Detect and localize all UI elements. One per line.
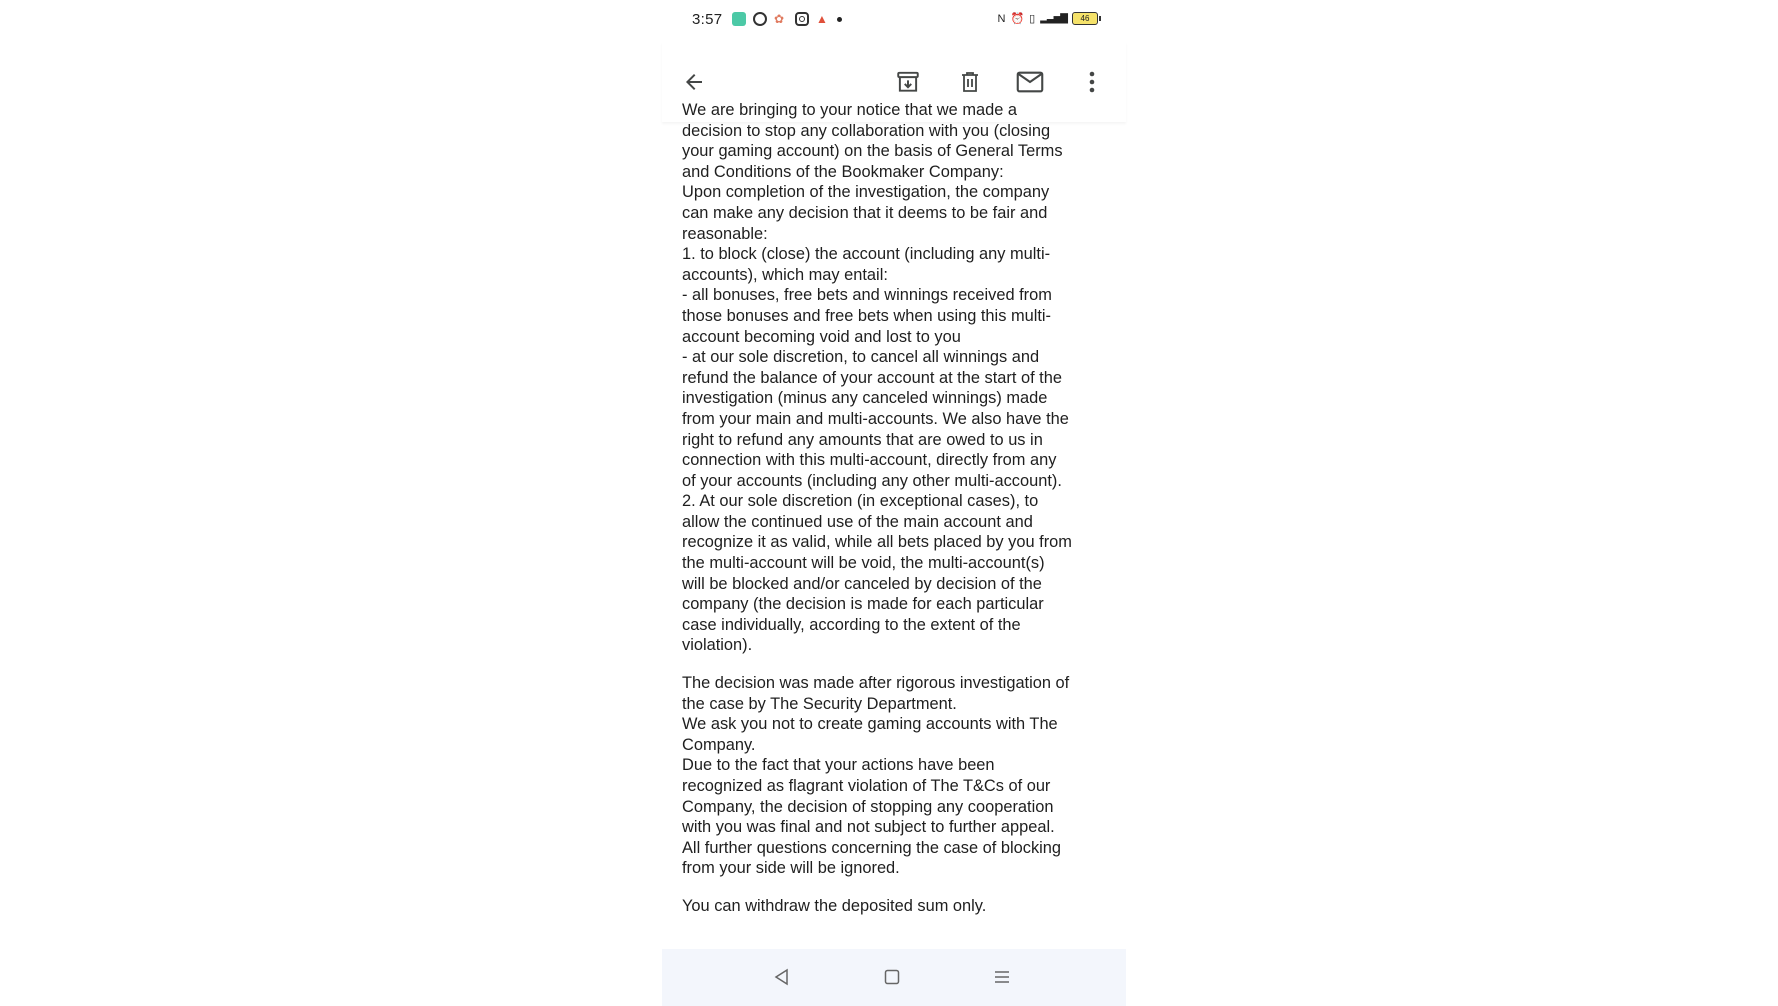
status-time: 3:57 — [692, 11, 723, 28]
app-badge-icon — [732, 12, 746, 26]
email-paragraph: The decision was made after rigorous investigation of the case by The Security Department. We ask you not to create gaming accounts with The Company. Due to the fact that your actions have been recognized as flagrant violation of The T&Cs of our Company, the decision of stopping any cooperation with you was final and not subject to further appeal. All further questions concerning the case of blocking from your side will be ignored. — [682, 674, 1070, 878]
nav-recents-button[interactable] — [988, 963, 1016, 991]
battery-icon: 46 — [1072, 12, 1098, 25]
headphones-icon — [753, 12, 767, 26]
adobe-icon: ▲ — [816, 12, 828, 26]
nav-back-button[interactable] — [768, 963, 796, 991]
mail-icon — [1016, 70, 1044, 94]
back-button[interactable] — [678, 66, 710, 98]
system-icons — [998, 12, 1098, 25]
archive-button[interactable] — [892, 66, 924, 98]
nav-recents-icon — [993, 968, 1011, 986]
phone-screen — [662, 0, 1126, 1000]
mark-unread-button[interactable] — [1014, 66, 1046, 98]
nav-home-button[interactable] — [878, 963, 906, 991]
nfc-icon: N — [997, 12, 1006, 25]
nav-back-icon — [773, 968, 791, 986]
more-options-button[interactable] — [1076, 66, 1108, 98]
nav-home-icon — [883, 968, 901, 986]
email-content — [682, 100, 1112, 917]
arrow-left-icon — [682, 70, 706, 94]
flower-icon: ✿ — [774, 12, 785, 26]
trash-icon — [958, 69, 982, 95]
notification-icons — [732, 12, 842, 26]
instagram-icon — [795, 12, 809, 26]
email-paragraph: You can withdraw the deposited sum only. — [682, 896, 987, 915]
more-vertical-icon — [1088, 70, 1096, 94]
vibrate-icon: ▯ — [1029, 13, 1036, 25]
status-bar — [662, 0, 1126, 42]
more-dot-icon — [837, 17, 842, 22]
navigation-bar — [662, 949, 1126, 1006]
delete-button[interactable] — [954, 66, 986, 98]
email-paragraph: We are bringing to your notice that we made a decision to stop any collaboration with you (closing your gaming account) on the basis of General Terms and Conditions of the Bookmaker Company: Upon completion of the investigation, the company can make any decision that it deems to be fair and reasonable: 1. to block (close) the account (including any multi- accounts), which may entail: - all bonuses, free bets and winnings received from those bonuses and free bets when using this multi- account becoming void and lost to you - at our sole discretion, to cancel all winnings and refund the balance of your account at the start of the investigation (minus any canceled winnings) made from your main and multi-accounts. We also have the right to refund any amounts that are owed to us in connection with this multi-account, directly from any of your accounts (including any other multi-account). 2. At our sole discretion (in exceptional cases), to allow the continued use of the main account and recognize it as valid, while all bets placed by you from the multi-account will be void, the multi-account(s) will be blocked and/or canceled by decision of the company (the decision is made for each particular case individually, according to the extent of the violation). — [682, 101, 1072, 655]
email-body — [682, 101, 1112, 932]
alarm-icon: ⏰ — [1010, 13, 1025, 25]
signal-icon: ▂▃▅▇ — [1040, 13, 1067, 24]
archive-icon — [895, 69, 921, 95]
